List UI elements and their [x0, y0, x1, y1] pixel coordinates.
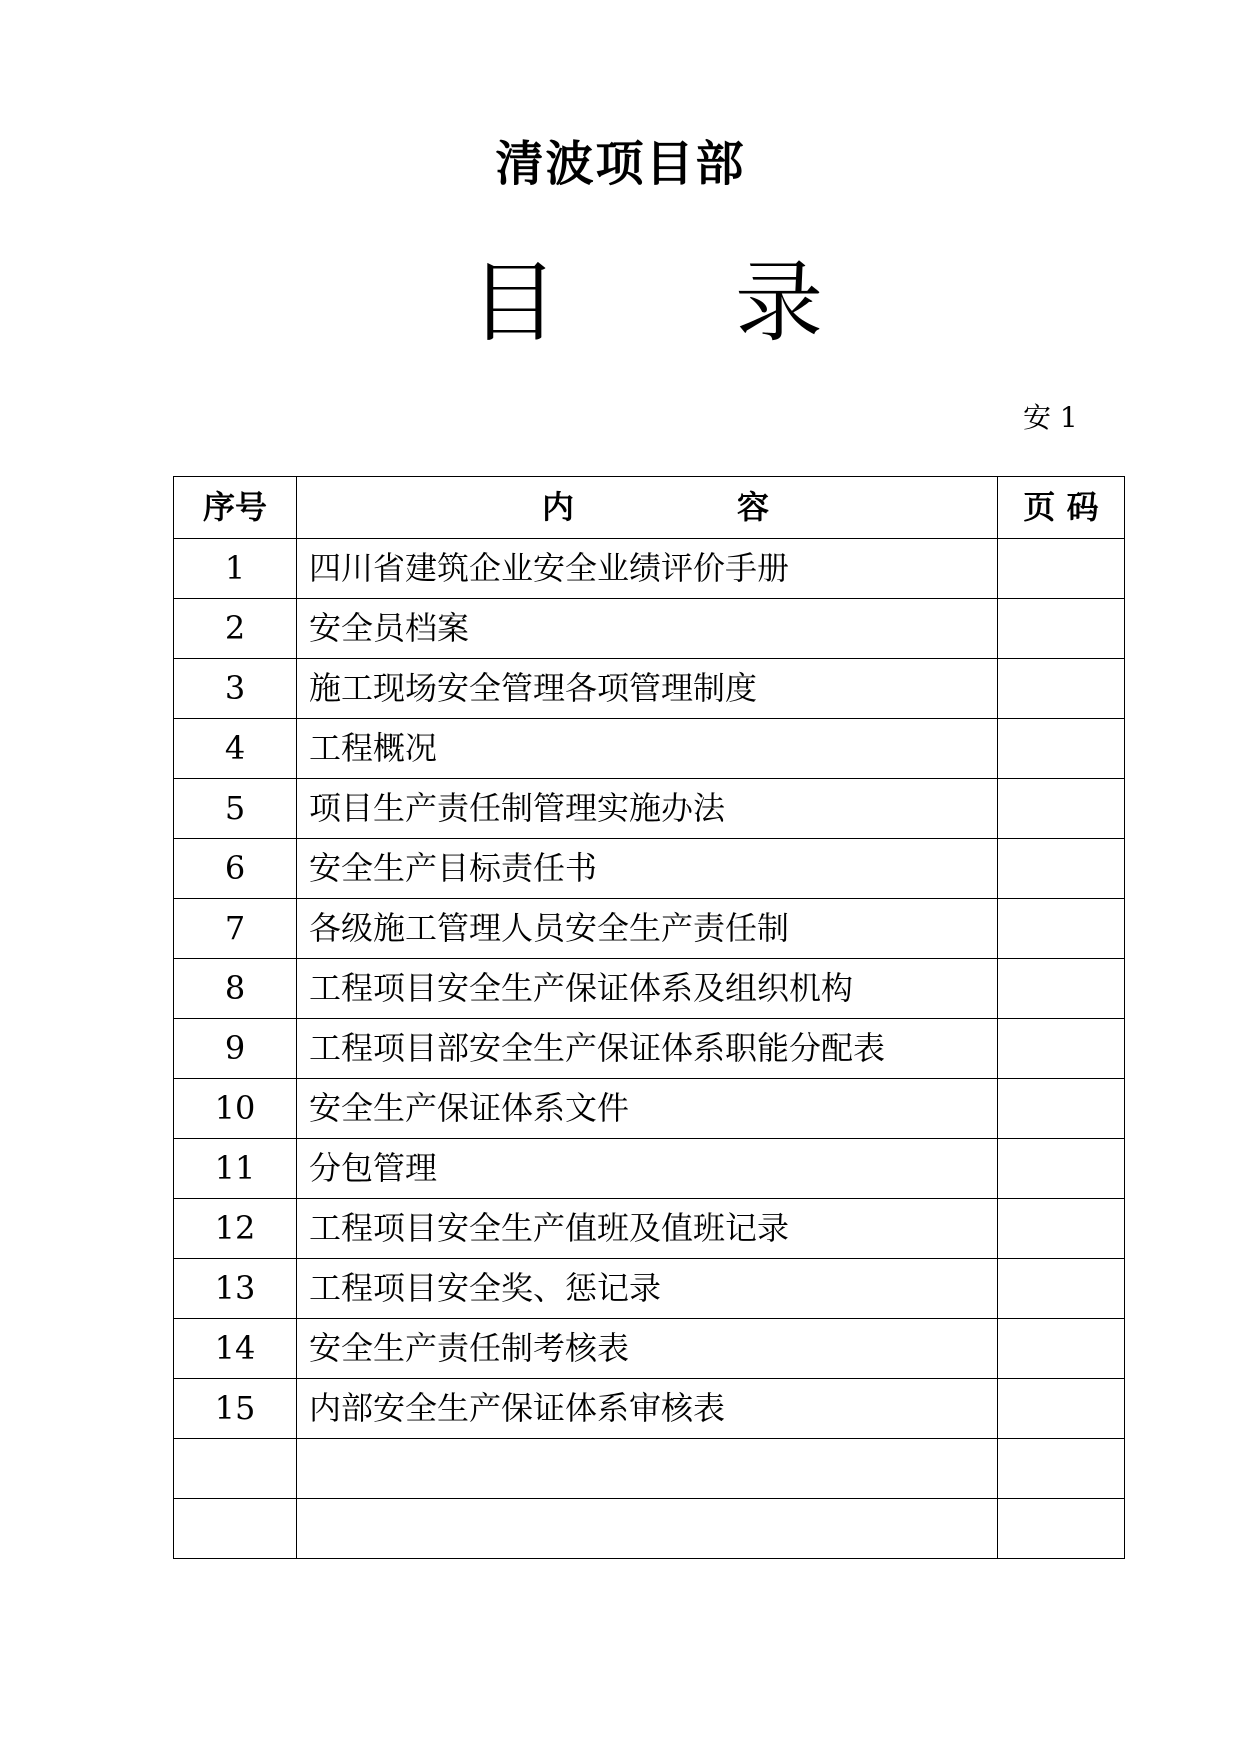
toc-title-char: 录 [735, 251, 824, 354]
row-content [297, 1439, 998, 1499]
row-content: 分包管理 [297, 1139, 998, 1199]
row-content: 四川省建筑企业安全业绩评价手册 [297, 539, 998, 599]
table-row [174, 1379, 1125, 1439]
row-page [998, 1439, 1125, 1499]
table-row [174, 1259, 1125, 1319]
table-row [174, 1199, 1125, 1259]
row-content: 施工现场安全管理各项管理制度 [297, 659, 998, 719]
table-row [174, 1439, 1125, 1499]
row-number: 15 [174, 1379, 297, 1439]
row-content: 工程项目部安全生产保证体系职能分配表 [297, 1019, 998, 1079]
row-number: 2 [174, 599, 297, 659]
table-row [174, 1079, 1125, 1139]
table-row [174, 1139, 1125, 1199]
row-number: 10 [174, 1079, 297, 1139]
row-content: 安全生产保证体系文件 [297, 1079, 998, 1139]
header-content [297, 477, 998, 539]
row-page [998, 1079, 1125, 1139]
table-row [174, 659, 1125, 719]
row-page [998, 599, 1125, 659]
table-row [174, 719, 1125, 779]
row-number: 7 [174, 899, 297, 959]
row-page [998, 899, 1125, 959]
row-page [998, 1139, 1125, 1199]
row-number: 9 [174, 1019, 297, 1079]
header-number: 序号 [174, 477, 297, 539]
row-content: 工程概况 [297, 719, 998, 779]
table-row [174, 539, 1125, 599]
row-content: 工程项目安全生产保证体系及组织机构 [297, 959, 998, 1019]
row-content: 安全员档案 [297, 599, 998, 659]
row-page [998, 1199, 1125, 1259]
row-content: 工程项目安全生产值班及值班记录 [297, 1199, 998, 1259]
row-content: 各级施工管理人员安全生产责任制 [297, 899, 998, 959]
table-row [174, 959, 1125, 1019]
row-number [174, 1439, 297, 1499]
row-number: 1 [174, 539, 297, 599]
row-content: 安全生产目标责任书 [297, 839, 998, 899]
header-page: 页 码 [998, 477, 1125, 539]
row-number: 11 [174, 1139, 297, 1199]
row-content: 工程项目安全奖、惩记录 [297, 1259, 998, 1319]
table-row [174, 1019, 1125, 1079]
row-content: 项目生产责任制管理实施办法 [297, 779, 998, 839]
project-title: 清波项目部 [495, 136, 746, 192]
row-number: 4 [174, 719, 297, 779]
table-row [174, 1499, 1125, 1559]
row-content: 安全生产责任制考核表 [297, 1319, 998, 1379]
header-content-char: 内 [542, 488, 575, 526]
table-header-row [174, 477, 1125, 539]
row-page [998, 719, 1125, 779]
row-page [998, 959, 1125, 1019]
document-code: 安 1 [1023, 401, 1078, 434]
toc-title-char: 目 [470, 251, 559, 354]
toc-table [173, 476, 1125, 1559]
toc-title [0, 248, 1241, 358]
table-row [174, 1319, 1125, 1379]
row-number [174, 1499, 297, 1559]
row-content: 内部安全生产保证体系审核表 [297, 1379, 998, 1439]
row-number: 8 [174, 959, 297, 1019]
row-number: 14 [174, 1319, 297, 1379]
row-page [998, 779, 1125, 839]
row-number: 5 [174, 779, 297, 839]
row-content [297, 1499, 998, 1559]
row-page [998, 659, 1125, 719]
table-row [174, 899, 1125, 959]
row-page [998, 1379, 1125, 1439]
row-number: 13 [174, 1259, 297, 1319]
table-row [174, 599, 1125, 659]
row-page [998, 1499, 1125, 1559]
header-content-char: 容 [737, 488, 770, 526]
row-page [998, 1319, 1125, 1379]
row-number: 6 [174, 839, 297, 899]
table-row [174, 839, 1125, 899]
row-number: 12 [174, 1199, 297, 1259]
row-page [998, 1259, 1125, 1319]
table-row [174, 779, 1125, 839]
toc-table-body [174, 539, 1125, 1559]
row-page [998, 539, 1125, 599]
row-page [998, 839, 1125, 899]
row-number: 3 [174, 659, 297, 719]
row-page [998, 1019, 1125, 1079]
